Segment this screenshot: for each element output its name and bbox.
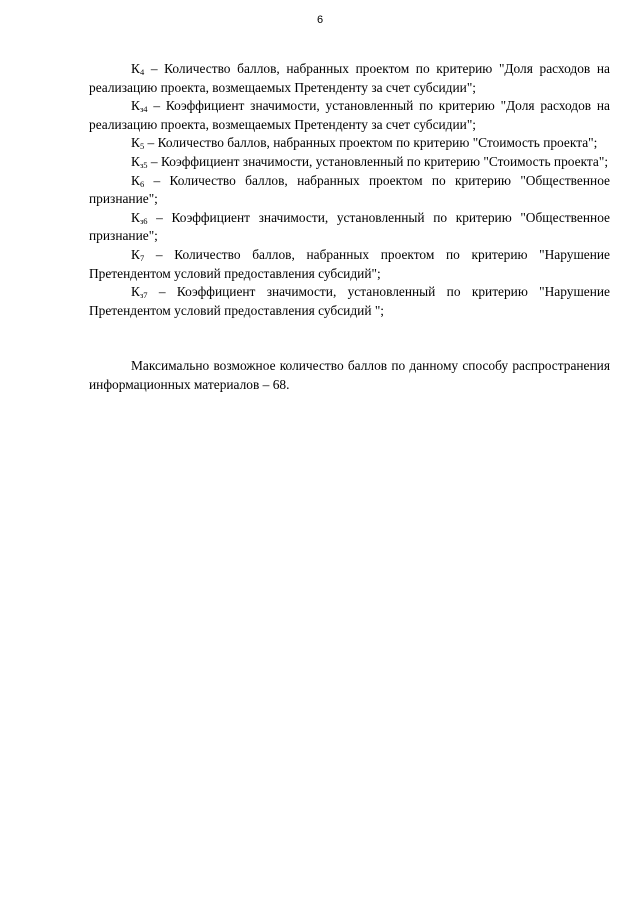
page-number: 6	[316, 14, 324, 26]
symbol-kz5: $К_{з5}$	[131, 153, 148, 170]
symbol-kz7: $К_{з7}$	[131, 284, 148, 301]
definition-text: – Коэффициент значимости, установленный по критерию "Доля расходов на реализацию проекта, возмещаемых Претенденту за счет субсидии";	[89, 98, 610, 132]
definition-k6	[89, 172, 610, 209]
definition-text: – Количество баллов, набранных проектом по критерию "Общественное признание";	[89, 172, 610, 207]
definition-text: – Коэффициент значимости, установленный по критерию "Общественное признание";	[89, 209, 610, 244]
symbol-k5: $К_5$	[131, 135, 145, 152]
definition-text: – Коэффициент значимости, установленный по критерию "Стоимость проекта";	[147, 153, 609, 169]
definition-text: – Количество баллов, набранных проектом по критерию "Нарушение Претендентом условий предоставления субсидий";	[89, 246, 610, 281]
definition-k5	[89, 134, 610, 153]
definition-kz7	[89, 283, 610, 320]
definition-text: – Коэффициент значимости, установленный по критерию "Нарушение Претендентом условий предоставления субсидий ";	[89, 284, 610, 318]
symbol-k7: $К_7$	[131, 246, 145, 263]
symbol-k4: $К_4$	[131, 61, 145, 77]
definition-text: – Количество баллов, набранных проектом по критерию "Доля расходов на реализацию проекта, возмещаемых Претенденту за счет субсидии";	[89, 61, 610, 95]
max-score-summary: Максимально возможное количество баллов по данному способу распространения информационных материалов – 68.	[89, 358, 610, 392]
definition-kz4	[89, 97, 610, 134]
definition-k4	[89, 60, 610, 97]
definition-kz6	[89, 209, 610, 246]
symbol-kz6: $К_{з6}$	[131, 209, 148, 226]
symbol-k6: $К_6$	[131, 172, 145, 189]
document-body	[89, 60, 610, 395]
definition-text: – Количество баллов, набранных проектом по критерию "Стоимость проекта";	[144, 135, 598, 151]
definition-k7	[89, 246, 610, 283]
symbol-kz4: $К_{з4}$	[131, 98, 148, 115]
definition-kz5	[89, 153, 610, 172]
